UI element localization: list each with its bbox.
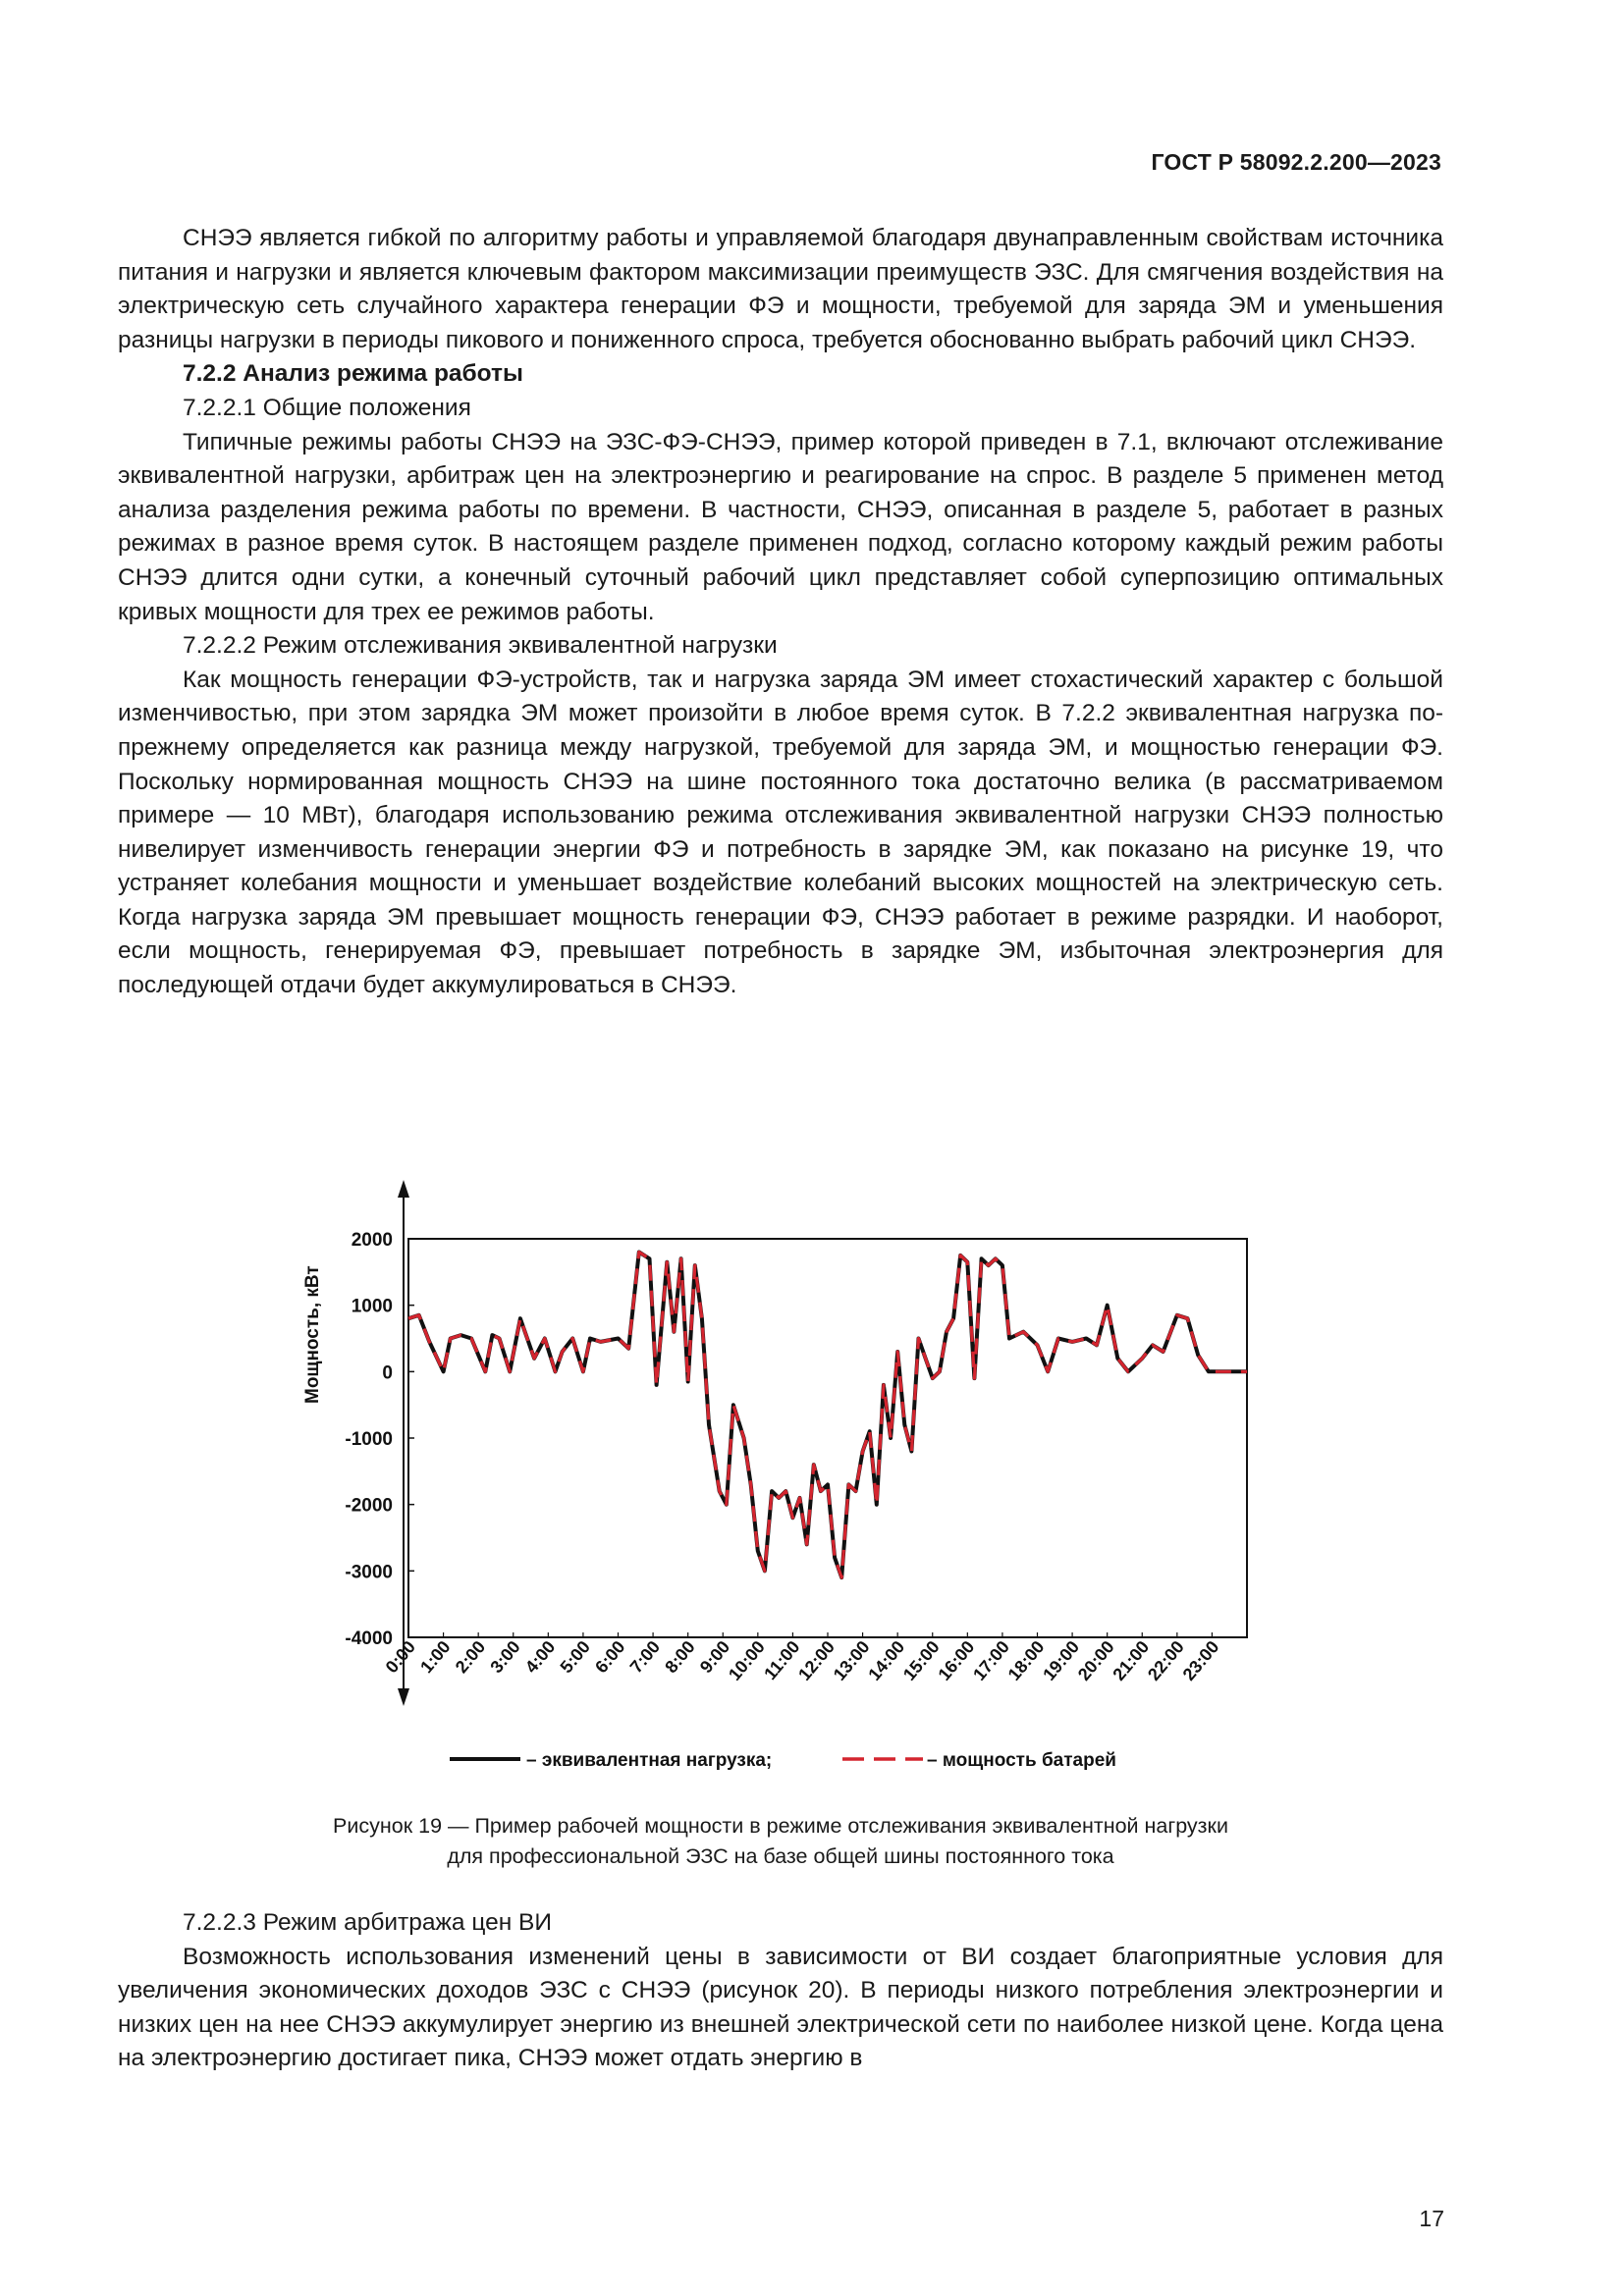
figure-caption xyxy=(118,1811,1443,1872)
x-tick-label: 4:00 xyxy=(520,1636,560,1678)
paragraph-general: Типичные режимы работы СНЭЭ на ЭЗС-ФЭ-СНЭЭ, пример которой приведен в 7.1, включают отслеживание эквивалентной нагрузки, арбитраж цен на электроэнергию и реагирование на спрос. В разделе 5 применен метод анализа разделения режима работы по времени. В частности, СНЭЭ, описанная в разделе 5, работает в разных режимах в разное время суток. В настоящем разделе применен подход, согласно которому каждый режим работы СНЭЭ длится одни сутки, а конечный суточный рабочий цикл представляет собой суперпозицию оптимальных кривых мощности для трех ее режимов работы. xyxy=(118,428,1443,625)
x-tick-label: 2:00 xyxy=(451,1636,490,1678)
y-tick-label: -3000 xyxy=(345,1562,393,1583)
x-tick-label: 14:00 xyxy=(864,1636,909,1684)
paragraph-load-tracking: Как мощность генерации ФЭ-устройств, так и нагрузка заряда ЭМ имеет стохастический характер с большой изменчивостью, при этом зарядка ЭМ может произойти в любое время суток. В 7.2.2 эквивалентная нагрузка по-прежнему определяется как разница между нагрузкой, требуемой для заряда ЭМ, и мощностью генерации ФЭ. Поскольку нормированная мощность СНЭЭ на шине постоянного тока достаточно велика (в рассматриваемом примере — 10 МВт), благодаря использованию режима отслеживания эквивалентной нагрузки СНЭЭ полностью нивелирует изменчивость генерации энергии ФЭ и потребность в зарядке ЭМ, как показано на рисунке 19, что устраняет колебания мощности и уменьшает воздействие колебаний высоких мощностей на электрическую сеть. Когда нагрузка заряда ЭМ превышает мощность генерации ФЭ, СНЭЭ работает в режиме разрядки. И наоборот, если мощность, генерируемая ФЭ, превышает потребность в зарядке ЭМ, избыточная электроэнергия для последующей отдачи будет аккумулироваться в СНЭЭ. xyxy=(118,666,1443,999)
plot-frame xyxy=(408,1239,1247,1637)
heading-7-2-2: 7.2.2 Анализ режима работы xyxy=(183,360,523,388)
bottom-text-block xyxy=(118,1906,1443,2076)
paragraph-arbitrage: Возможность использования изменений цены в зависимости от ВИ создает благоприятные условия для увеличения экономических доходов ЭЗС с СНЭЭ (рисунок 20). В периоды низкого потребления электроэнергии и низких цен на нее СНЭЭ аккумулирует энергию из внешней электрической сети по наиболее низкой цене. Когда цена на электроэнергию достигает пика, СНЭЭ может отдать энергию в xyxy=(118,1943,1443,2072)
x-tick-label: 22:00 xyxy=(1143,1636,1188,1684)
x-tick-label: 18:00 xyxy=(1003,1636,1049,1684)
heading-7-2-2-2: 7.2.2.2 Режим отслеживания эквивалентной нагрузки xyxy=(183,632,778,660)
caption-line-2: для профессиональной ЭЗС на базе общей шины постоянного тока xyxy=(447,1844,1114,1868)
x-tick-label: 5:00 xyxy=(556,1636,594,1678)
power-chart xyxy=(285,1178,1257,1787)
x-tick-label: 11:00 xyxy=(760,1636,804,1684)
x-tick-label: 20:00 xyxy=(1073,1636,1118,1684)
series-equivalent-load-line xyxy=(408,1253,1247,1578)
y-tick-label: 2000 xyxy=(351,1230,393,1251)
y-tick-label: -1000 xyxy=(345,1429,393,1450)
x-tick-label: 0:00 xyxy=(381,1636,420,1678)
y-tick-label: 0 xyxy=(382,1362,393,1384)
x-tick-label: 3:00 xyxy=(486,1636,524,1678)
caption-line-1: Рисунок 19 — Пример рабочей мощности в режиме отслеживания эквивалентной нагрузки xyxy=(333,1814,1228,1838)
heading-7-2-2-3: 7.2.2.3 Режим арбитража цен ВИ xyxy=(183,1909,553,1936)
x-tick-label: 8:00 xyxy=(661,1636,699,1678)
x-tick-label: 12:00 xyxy=(794,1636,839,1684)
y-tick-label: -4000 xyxy=(345,1629,393,1649)
y-axis-arrow-down-icon xyxy=(398,1688,409,1706)
y-axis-arrow-up-icon xyxy=(398,1180,409,1198)
x-tick-label: 23:00 xyxy=(1178,1636,1223,1684)
legend-label-battery-power: – мощность батарей xyxy=(927,1750,1116,1771)
x-tick-label: 16:00 xyxy=(934,1636,979,1684)
legend-label-equivalent-load: – эквивалентная нагрузка; xyxy=(526,1750,773,1771)
x-tick-label: 9:00 xyxy=(695,1636,734,1678)
x-tick-label: 7:00 xyxy=(625,1636,665,1678)
x-tick-label: 21:00 xyxy=(1109,1636,1154,1684)
series-battery-power-line xyxy=(408,1253,1247,1578)
x-tick-label: 1:00 xyxy=(416,1636,455,1678)
x-tick-label: 13:00 xyxy=(829,1636,874,1684)
page-number: 17 xyxy=(1419,2206,1444,2231)
y-tick-label: -2000 xyxy=(345,1495,393,1517)
x-tick-label: 6:00 xyxy=(591,1636,629,1678)
x-tick-label: 15:00 xyxy=(898,1636,944,1684)
x-tick-label: 10:00 xyxy=(724,1636,769,1684)
x-tick-label: 19:00 xyxy=(1039,1636,1084,1684)
y-tick-label: 1000 xyxy=(351,1296,393,1317)
paragraph-intro: СНЭЭ является гибкой по алгоритму работы и управляемой благодаря двунаправленным свойствам источника питания и нагрузки и является ключевым фактором максимизации преимуществ ЭЗС. Для смягчения воздействия на электрическую сеть случайного характера генерации ФЭ и мощности, требуемой для заряда ЭМ и уменьшения разницы нагрузки в периоды пикового и пониженного спроса, требуется обоснованно выбрать рабочий цикл СНЭЭ. xyxy=(118,225,1443,353)
standard-header: ГОСТ Р 58092.2.200—2023 xyxy=(1151,149,1441,175)
x-tick-label: 17:00 xyxy=(969,1636,1013,1684)
heading-7-2-2-1: 7.2.2.1 Общие положения xyxy=(183,394,471,421)
top-text-block xyxy=(118,222,1443,1003)
figure-19 xyxy=(285,1178,1257,1787)
y-axis-label: Мощность, кВт xyxy=(302,1265,323,1405)
